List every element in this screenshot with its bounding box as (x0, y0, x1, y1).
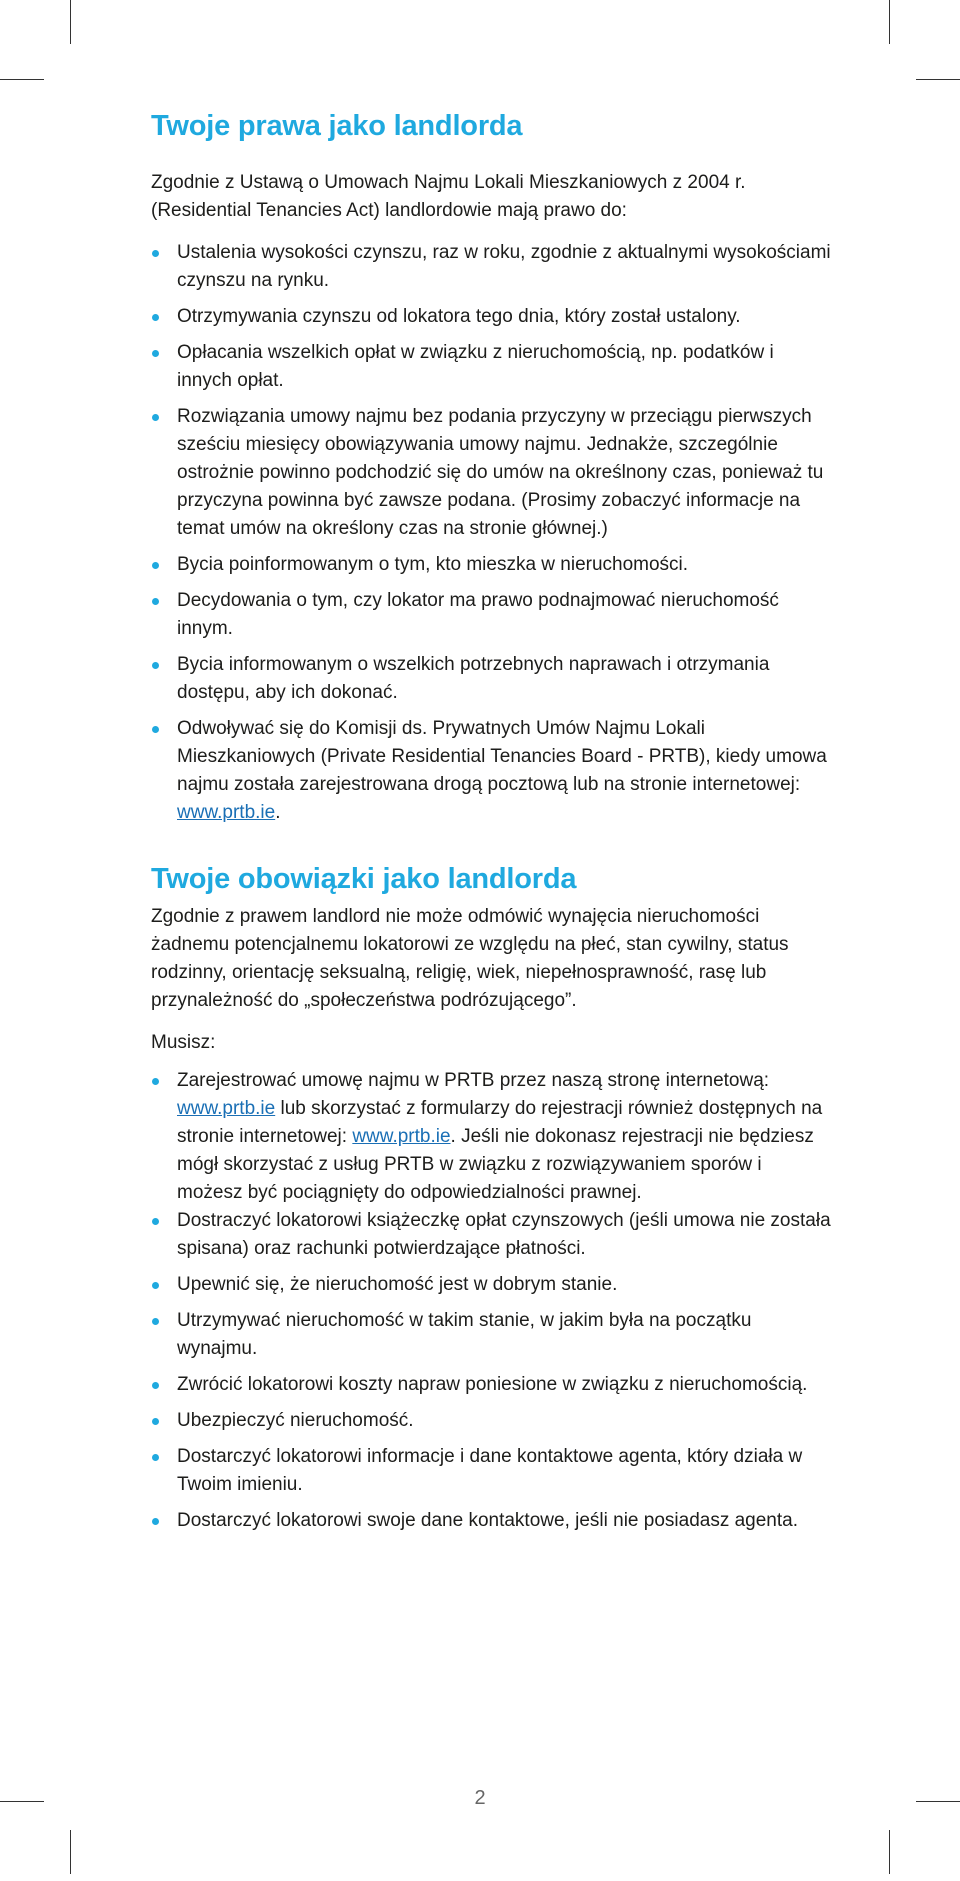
crop-mark (0, 79, 44, 80)
crop-mark (889, 1830, 890, 1874)
bullet-icon (152, 562, 159, 569)
rights-list (151, 239, 831, 827)
list-item: Opłacania wszelkich opłat w związku z nieruchomością, np. podatków i innych opłat. (151, 339, 831, 395)
bullet-icon (152, 598, 159, 605)
list-item: Dostarczyć lokatorowi swoje dane kontaktowe, jeśli nie posiadasz agenta. (151, 1507, 831, 1535)
list-item: Otrzymywania czynszu od lokatora tego dnia, który został ustalony. (151, 303, 831, 331)
list-item: Dostarczyć lokatorowi informacje i dane kontaktowe agenta, który działa w Twoim imieniu. (151, 1443, 831, 1499)
page-number: 2 (474, 1787, 486, 1809)
crop-mark (889, 0, 890, 44)
prtb-link[interactable]: www.prtb.ie (352, 1126, 451, 1147)
bullet-icon (152, 662, 159, 669)
list-item: Zarejestrować umowę najmu w PRTB przez naszą stronę internetową: www.prtb.ie lub skorzystać z formularzy do rejestracji również dostępnych na stronie internetowej: www.prtb.ie. Jeśli nie dokonasz rejestracji nie będziesz mógł skorzystać z usług PRTB w związku z rozwiązywaniem sporów i możesz być pociągnięty do odpowiedzialności prawnej. (151, 1067, 831, 1207)
list-item: Odwoływać się do Komisji ds. Prywatnych Umów Najmu Lokali Mieszkaniowych (Private Residential Tenancies Board - PRTB), kiedy umowa najmu została zarejestrowana drogą pocztową lub na stronie internetowej: www.prtb.ie. (151, 715, 831, 827)
crop-mark (70, 1830, 71, 1874)
page-content (151, 108, 831, 1535)
bullet-icon (152, 1418, 159, 1425)
bullet-icon (152, 1318, 159, 1325)
list-item: Bycia informowanym o wszelkich potrzebnych naprawach i otrzymania dostępu, aby ich dokonać. (151, 651, 831, 707)
list-item: Decydowania o tym, czy lokator ma prawo podnajmować nieruchomość innym. (151, 587, 831, 643)
crop-mark (70, 0, 71, 44)
bullet-icon (152, 1282, 159, 1289)
list-item: Dostraczyć lokatorowi książeczkę opłat czynszowych (jeśli umowa nie została spisana) oraz rachunki potwierdzające płatności. (151, 1207, 831, 1263)
bullet-icon (152, 414, 159, 421)
bullet-icon (152, 1518, 159, 1525)
list-item: Zwrócić lokatorowi koszty napraw poniesione w związku z nieruchomością. (151, 1371, 831, 1399)
bullet-icon (152, 1078, 159, 1085)
list-item: Utrzymywać nieruchomość w takim stanie, w jakim była na początku wynajmu. (151, 1307, 831, 1363)
rights-heading: Twoje prawa jako landlorda (151, 110, 523, 142)
bullet-icon (152, 350, 159, 357)
bullet-icon (152, 1454, 159, 1461)
rights-intro: Zgodnie z Ustawą o Umowach Najmu Lokali Mieszkaniowych z 2004 r. (Residential Tenancies Act) landlordowie mają prawo do: (151, 172, 746, 221)
list-item: Ustalenia wysokości czynszu, raz w roku, zgodnie z aktualnymi wysokościami czynszu na rynku. (151, 239, 831, 295)
musisz-label: Musisz: (151, 1032, 216, 1053)
list-item: Bycia poinformowanym o tym, kto mieszka w nieruchomości. (151, 551, 831, 579)
bullet-icon (152, 1218, 159, 1225)
bullet-icon (152, 1382, 159, 1389)
list-item: Upewnić się, że nieruchomość jest w dobrym stanie. (151, 1271, 831, 1299)
prtb-link[interactable]: www.prtb.ie (177, 802, 276, 823)
prtb-link[interactable]: www.prtb.ie (177, 1098, 276, 1119)
bullet-icon (152, 250, 159, 257)
duties-intro: Zgodnie z prawem landlord nie może odmówić wynajęcia nieruchomości żadnemu potencjalnemu lokatorowi ze względu na płeć, stan cywilny, status rodzinny, orientację seksualną, religię, wiek, niepełnosprawność, rasę lub przynależność do „społeczeństwa podrózującego”. (151, 906, 789, 1011)
bullet-icon (152, 726, 159, 733)
crop-mark (916, 79, 960, 80)
duties-heading: Twoje obowiązki jako landlorda (151, 863, 577, 895)
list-item: Ubezpieczyć nieruchomość. (151, 1407, 831, 1435)
bullet-icon (152, 314, 159, 321)
duties-list (151, 1067, 831, 1535)
list-item: Rozwiązania umowy najmu bez podania przyczyny w przeciągu pierwszych sześciu miesięcy obowiązywania umowy najmu. Jednakże, szczególnie ostrożnie powinno podchodzić się do umów na określnony czas, ponieważ tu przyczyna powinna być zawsze podana. (Prosimy zobaczyć informacje na temat umów na określony czas na stronie głównej.) (151, 403, 831, 543)
